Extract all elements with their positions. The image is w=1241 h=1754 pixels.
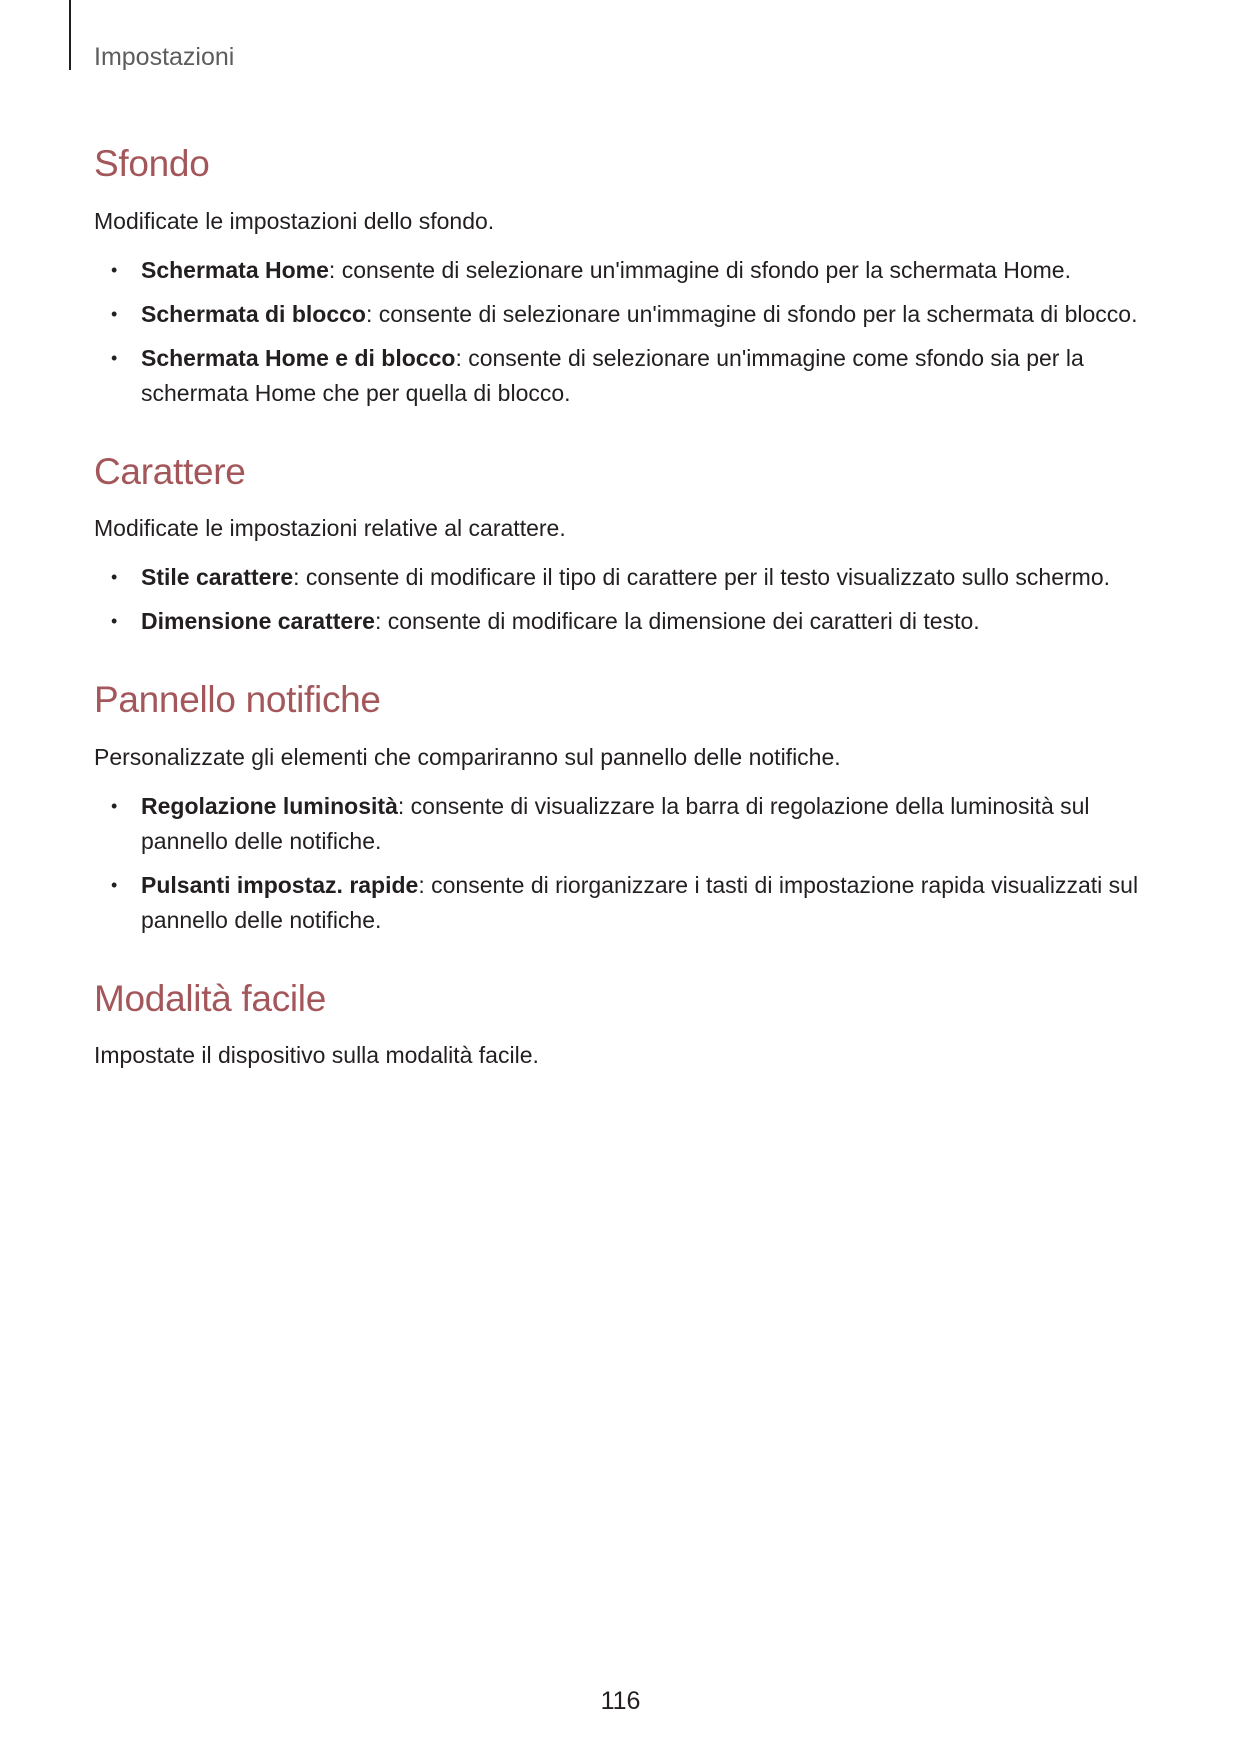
section-modalita-facile <box>94 978 1154 1074</box>
bullet-dot-icon: • <box>111 347 118 368</box>
item-term: Schermata Home <box>141 256 329 283</box>
section-intro: Modificate le impostazioni dello sfondo. <box>94 207 495 234</box>
list-item <box>94 560 1154 595</box>
item-term: Schermata di blocco <box>141 300 366 327</box>
section-carattere <box>94 451 1154 640</box>
item-description: : consente di riorganizzare i tasti di impostazione rapida visualizzati sul pannello delle notifiche. <box>141 871 1139 933</box>
list-item <box>94 297 1154 332</box>
section-intro: Personalizzate gli elementi che compariranno sul pannello delle notifiche. <box>94 743 841 770</box>
item-description: : consente di modificare la dimensione dei caratteri di testo. <box>374 608 980 635</box>
bullet-list <box>94 253 1154 411</box>
item-term: Stile carattere <box>141 564 294 591</box>
bullet-list <box>94 789 1154 938</box>
list-item <box>94 789 1154 859</box>
item-term: Schermata Home e di blocco <box>141 344 456 371</box>
section-intro: Impostate il dispositivo sulla modalità facile. <box>94 1042 539 1069</box>
item-description: : consente di selezionare un'immagine di sfondo per la schermata di blocco. <box>365 300 1138 327</box>
running-header: Impostazioni <box>94 43 235 71</box>
section-title: Carattere <box>94 450 246 492</box>
corner-rule <box>69 0 71 70</box>
section-title: Modalità facile <box>94 977 327 1019</box>
bullet-dot-icon: • <box>111 795 118 816</box>
item-description: : consente di modificare il tipo di carattere per il testo visualizzato sullo schermo. <box>293 564 1111 591</box>
bullet-dot-icon: • <box>111 567 118 588</box>
section-intro: Modificate le impostazioni relative al carattere. <box>94 515 566 542</box>
item-description: : consente di visualizzare la barra di regolazione della luminosità sul pannello delle notifiche. <box>141 792 1090 854</box>
bullet-dot-icon: • <box>111 874 118 895</box>
section-title: Sfondo <box>94 143 210 184</box>
page-content <box>94 143 1154 1087</box>
list-item <box>94 868 1154 938</box>
list-item <box>94 341 1154 411</box>
bullet-dot-icon: • <box>111 611 118 632</box>
list-item <box>94 604 1154 639</box>
item-term: Pulsanti impostaz. rapide <box>141 871 419 898</box>
item-term: Regolazione luminosità <box>141 792 398 819</box>
bullet-dot-icon: • <box>111 303 118 324</box>
section-pannello-notifiche <box>94 679 1154 938</box>
bullet-dot-icon: • <box>111 259 118 280</box>
item-description: : consente di selezionare un'immagine di sfondo per la schermata Home. <box>328 256 1071 283</box>
page-number: 116 <box>600 1687 641 1715</box>
section-sfondo <box>94 143 1154 411</box>
item-term: Dimensione carattere <box>141 608 375 635</box>
list-item <box>94 253 1154 288</box>
bullet-list <box>94 560 1154 639</box>
section-title: Pannello notifiche <box>94 679 381 721</box>
item-description: : consente di selezionare un'immagine come sfondo sia per la schermata Home che per quella di blocco. <box>141 344 1084 406</box>
